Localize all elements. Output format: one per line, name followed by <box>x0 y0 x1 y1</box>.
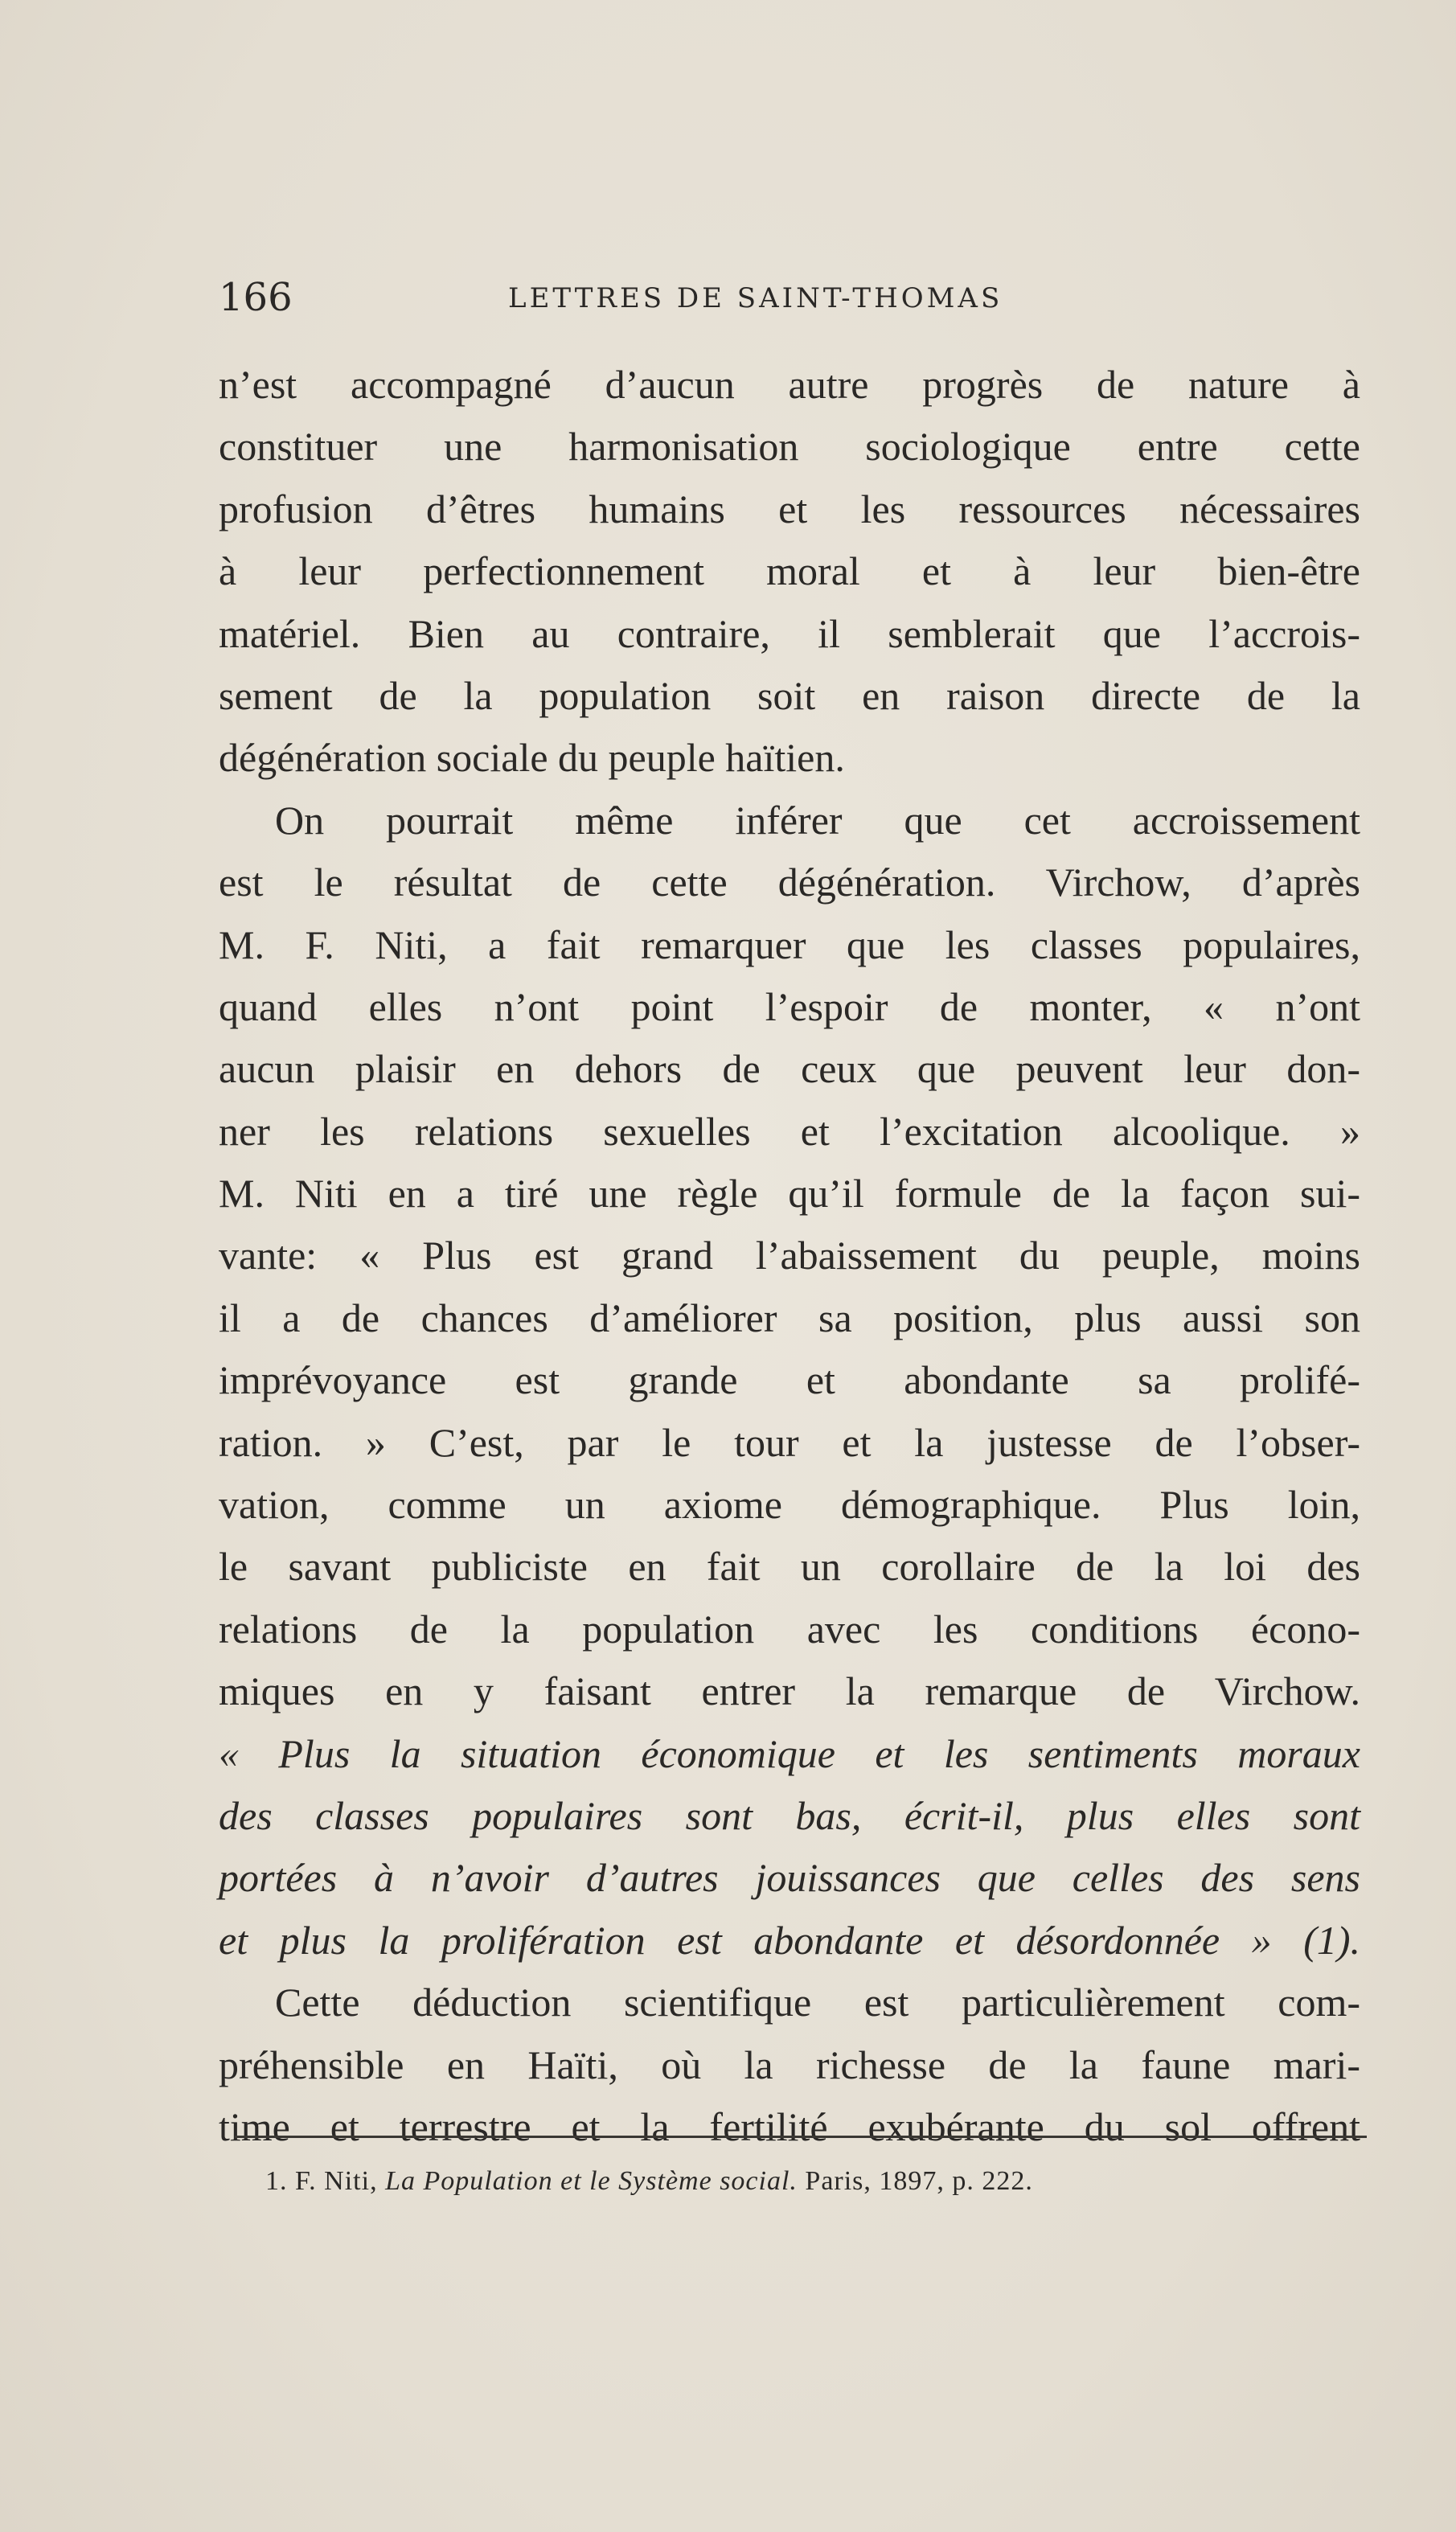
text-line: le savant publiciste en fait un corollaire de la loi des <box>219 1544 1360 1590</box>
text-line: quand elles n’ont point l’espoir de monter, « n’ont <box>219 983 1360 1029</box>
text-line: à leur perfectionnement moral et à leur bien-être <box>219 548 1360 594</box>
text-line: vante: « Plus est grand l’abaissement du peuple, moins <box>219 1233 1360 1278</box>
text-line: ner les relations sexuelles et l’excitation alcoolique. » <box>219 1108 1360 1154</box>
text-line: vation, comme un axiome démographique. Plus loin, <box>219 1482 1360 1528</box>
quote-line: et plus la prolifération est abondante et désordonnée » (1). <box>219 1917 1360 1963</box>
text-line: Cette déduction scientifique est particulièrement com- <box>275 1980 1360 2025</box>
text-line: aucun plaisir en dehors de ceux que peuvent leur don- <box>219 1046 1360 1092</box>
text-line: ration. » C’est, par le tour et la justesse de l’obser- <box>219 1419 1360 1465</box>
text-line: time et terrestre et la fertilité exubérante du sol offrent <box>219 2103 1360 2149</box>
text-line: relations de la population avec les conditions écono- <box>219 1606 1360 1652</box>
footnote-place-date: Paris, 1897, p. 222. <box>805 2166 1033 2196</box>
text-line: M. Niti en a tiré une règle qu’il formule de la façon sui- <box>219 1171 1360 1217</box>
text-line: On pourrait même inférer que cet accroissement <box>275 797 1360 843</box>
footnote <box>265 2161 1359 2202</box>
text-line: est le résultat de cette dégénération. Virchow, d’après <box>219 860 1360 905</box>
footnote-author: F. Niti, <box>295 2166 378 2196</box>
text-line: profusion d’êtres humains et les ressources nécessaires <box>219 486 1360 531</box>
text-line: il a de chances d’améliorer sa position, plus aussi son <box>219 1295 1360 1340</box>
text-line: imprévoyance est grande et abondante sa prolifé- <box>219 1357 1360 1403</box>
running-head <box>219 273 1368 322</box>
running-title: LETTRES DE SAINT-THOMAS <box>508 282 1003 314</box>
text-line: miques en y faisant entrer la remarque de Virchow. <box>219 1668 1360 1714</box>
footnote-divider <box>235 2136 1367 2138</box>
footnote-work-title: La Population et le Système social. <box>385 2166 798 2196</box>
text-line: constituer une harmonisation sociologique entre cette <box>219 424 1360 470</box>
text-line: dégénération sociale du peuple haïtien. <box>219 735 845 781</box>
footnote-marker: 1. <box>265 2166 288 2196</box>
quote-line: « Plus la situation économique et les sentiments moraux <box>219 1730 1360 1776</box>
page-number: 166 <box>219 275 293 320</box>
text-line: sement de la population soit en raison directe de la <box>219 672 1360 718</box>
text-line: n’est accompagné d’aucun autre progrès de nature à <box>219 362 1360 407</box>
text-line: matériel. Bien au contraire, il semblerait que l’accrois- <box>219 610 1360 656</box>
quote-line: des classes populaires sont bas, écrit-il, plus elles sont <box>219 1792 1360 1838</box>
quote-line: portées à n’avoir d’autres jouissances que celles des sens <box>219 1855 1360 1901</box>
text-line: préhensible en Haïti, où la richesse de la faune mari- <box>219 2042 1360 2087</box>
text-line: M. F. Niti, a fait remarquer que les classes populaires, <box>219 921 1360 967</box>
body-text <box>219 354 1360 2158</box>
